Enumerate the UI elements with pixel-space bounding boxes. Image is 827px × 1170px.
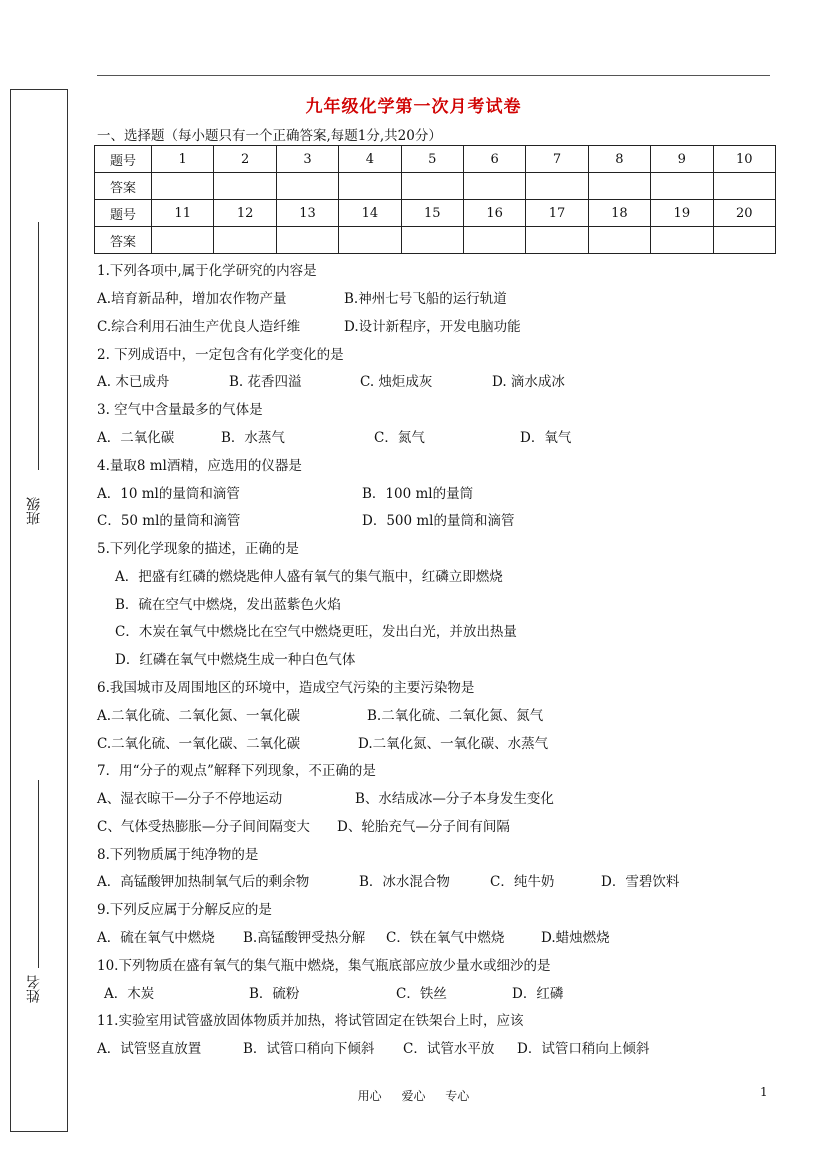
question-11-option-d: D．试管口稍向上倾斜 bbox=[517, 1041, 650, 1057]
answer-cell[interactable] bbox=[276, 227, 338, 254]
question-8-option-d: D．雪碧饮料 bbox=[601, 874, 680, 890]
question-1-option-d: D.设计新程序，开发电脑功能 bbox=[344, 319, 521, 335]
question-7-option-d: D、轮胎充气—分子间有间隔 bbox=[337, 819, 510, 835]
header-rule bbox=[97, 75, 770, 76]
question-number: 1 bbox=[152, 146, 214, 173]
question-5-option-c: C．木炭在氧气中燃烧比在空气中燃烧更旺，发出白光，并放出热量 bbox=[115, 624, 517, 640]
question-10-option-d: D．红磷 bbox=[512, 986, 564, 1002]
question-11-option-c: C．试管水平放 bbox=[403, 1041, 495, 1057]
answer-cell[interactable] bbox=[401, 227, 463, 254]
question-5-option-b: B．硫在空气中燃烧，发出蓝紫色火焰 bbox=[115, 597, 341, 613]
question-6-option-c: C.二氧化硫、一氧化碳、二氧化碳 bbox=[97, 736, 301, 752]
question-5-stem: 5.下列化学现象的描述，正确的是 bbox=[97, 541, 299, 557]
question-9-option-c: C．铁在氧气中燃烧 bbox=[386, 930, 505, 946]
question-number: 5 bbox=[401, 146, 463, 173]
answer-row bbox=[95, 173, 776, 200]
question-3-option-b: B．水蒸气 bbox=[221, 430, 285, 446]
question-1-option-a: A.培育新品种，增加农作物产量 bbox=[97, 291, 287, 307]
answer-cell[interactable] bbox=[588, 173, 650, 200]
question-number: 2 bbox=[214, 146, 276, 173]
answer-cell[interactable] bbox=[152, 227, 214, 254]
question-number: 10 bbox=[713, 146, 775, 173]
question-9-option-b: B.高锰酸钾受热分解 bbox=[243, 930, 366, 946]
question-11-option-a: A．试管竖直放置 bbox=[97, 1041, 202, 1057]
question-4-option-a: A．10 ml的量筒和滴管 bbox=[97, 486, 240, 502]
question-number: 4 bbox=[339, 146, 401, 173]
question-number: 16 bbox=[463, 200, 525, 227]
question-3-stem: 3. 空气中含量最多的气体是 bbox=[97, 402, 263, 418]
question-6-option-a: A.二氧化硫、二氧化氮、一氧化碳 bbox=[97, 708, 301, 724]
answer-cell[interactable] bbox=[526, 227, 588, 254]
question-10-option-a: A．木炭 bbox=[104, 986, 155, 1002]
answer-cell[interactable] bbox=[526, 173, 588, 200]
answer-cell[interactable] bbox=[651, 173, 713, 200]
question-6-stem: 6.我国城市及周围地区的环境中，造成空气污染的主要污染物是 bbox=[97, 680, 475, 696]
question-number: 14 bbox=[339, 200, 401, 227]
answer-cell[interactable] bbox=[713, 173, 775, 200]
question-6-option-d: D.二氧化氮、一氧化碳、水蒸气 bbox=[358, 736, 549, 752]
question-6-option-b: B.二氧化硫、二氧化氮、氮气 bbox=[367, 708, 544, 724]
answer-row bbox=[95, 227, 776, 254]
question-5-option-a: A．把盛有红磷的燃烧匙伸人盛有氧气的集气瓶中，红磷立即燃烧 bbox=[115, 569, 503, 585]
question-number: 6 bbox=[463, 146, 525, 173]
page-title: 九年级化学第一次月考试卷 bbox=[305, 97, 522, 117]
question-1-stem: 1.下列各项中,属于化学研究的内容是 bbox=[97, 263, 317, 279]
class-underline bbox=[38, 222, 39, 470]
answer-cell[interactable] bbox=[276, 173, 338, 200]
question-number: 15 bbox=[401, 200, 463, 227]
question-2-stem: 2. 下列成语中，一定包含有化学变化的是 bbox=[97, 347, 344, 363]
question-8-option-b: B．冰水混合物 bbox=[359, 874, 450, 890]
question-3-option-c: C．氮气 bbox=[374, 430, 425, 446]
question-3-option-d: D．氧气 bbox=[520, 430, 572, 446]
question-9-option-a: A．硫在氧气中燃烧 bbox=[97, 930, 215, 946]
question-number: 13 bbox=[276, 200, 338, 227]
question-9-stem: 9.下列反应属于分解反应的是 bbox=[97, 902, 272, 918]
question-number: 12 bbox=[214, 200, 276, 227]
question-2-option-a: A. 木已成舟 bbox=[97, 374, 170, 390]
answer-label: 答案 bbox=[95, 227, 152, 254]
answer-cell[interactable] bbox=[463, 227, 525, 254]
question-8-stem: 8.下列物质属于纯净物的是 bbox=[97, 847, 259, 863]
name-label: 姓名 bbox=[26, 975, 42, 1003]
question-7-option-b: B、水结成冰—分子本身发生变化 bbox=[355, 791, 554, 807]
question-10-stem: 10.下列物质在盛有氧气的集气瓶中燃烧，集气瓶底部应放少量水或细沙的是 bbox=[97, 958, 551, 974]
question-4-option-b: B．100 ml的量筒 bbox=[362, 486, 474, 502]
answer-cell[interactable] bbox=[214, 227, 276, 254]
question-11-option-b: B．试管口稍向下倾斜 bbox=[243, 1041, 375, 1057]
question-number: 8 bbox=[588, 146, 650, 173]
question-10-option-b: B．硫粉 bbox=[249, 986, 300, 1002]
page-footer: 用心 爱心 专心 bbox=[357, 1089, 470, 1103]
question-7-stem: 7．用“分子的观点”解释下列现象，不正确的是 bbox=[97, 763, 376, 779]
question-5-option-d: D．红磷在氧气中燃烧生成一种白色气体 bbox=[115, 652, 356, 668]
question-number: 18 bbox=[588, 200, 650, 227]
question-number: 20 bbox=[713, 200, 775, 227]
question-number: 3 bbox=[276, 146, 338, 173]
question-3-option-a: A．二氧化碳 bbox=[97, 430, 175, 446]
question-4-stem: 4.量取8 ml酒精，应选用的仪器是 bbox=[97, 458, 302, 474]
row-label: 题号 bbox=[95, 200, 152, 227]
question-number: 19 bbox=[651, 200, 713, 227]
answer-cell[interactable] bbox=[651, 227, 713, 254]
question-4-option-d: D．500 ml的量筒和滴管 bbox=[362, 513, 515, 529]
class-label: 班级 bbox=[26, 497, 42, 525]
question-8-option-c: C．纯牛奶 bbox=[490, 874, 555, 890]
question-8-option-a: A．高锰酸钾加热制氧气后的剩余物 bbox=[97, 874, 310, 890]
question-4-option-c: C．50 ml的量筒和滴管 bbox=[97, 513, 241, 529]
name-underline bbox=[38, 780, 39, 968]
question-number: 17 bbox=[526, 200, 588, 227]
question-9-option-d: D.蜡烛燃烧 bbox=[541, 930, 610, 946]
question-2-option-c: C. 烛炬成灰 bbox=[360, 374, 433, 390]
answer-label: 答案 bbox=[95, 173, 152, 200]
page-number: 1 bbox=[760, 1085, 768, 1099]
question-number-row bbox=[95, 200, 776, 227]
row-label: 题号 bbox=[95, 146, 152, 173]
question-2-option-b: B. 花香四溢 bbox=[229, 374, 302, 390]
answer-cell[interactable] bbox=[214, 173, 276, 200]
section-heading: 一、选择题（每小题只有一个正确答案,每题1分,共20分） bbox=[97, 128, 442, 144]
question-number: 7 bbox=[526, 146, 588, 173]
question-1-option-c: C.综合利用石油生产优良人造纤维 bbox=[97, 319, 301, 335]
question-number-row bbox=[95, 146, 776, 173]
question-2-option-d: D. 滴水成冰 bbox=[492, 374, 565, 390]
answer-cell[interactable] bbox=[152, 173, 214, 200]
question-number: 9 bbox=[651, 146, 713, 173]
answer-cell[interactable] bbox=[339, 173, 401, 200]
question-7-option-a: A、湿衣晾干—分子不停地运动 bbox=[97, 791, 283, 807]
question-11-stem: 11.实验室用试管盛放固体物质并加热，将试管固定在铁架台上时，应该 bbox=[97, 1013, 524, 1029]
question-number: 11 bbox=[152, 200, 214, 227]
answer-cell[interactable] bbox=[463, 173, 525, 200]
answer-cell[interactable] bbox=[401, 173, 463, 200]
answer-cell[interactable] bbox=[339, 227, 401, 254]
answer-cell[interactable] bbox=[588, 227, 650, 254]
answer-grid bbox=[94, 145, 776, 254]
question-7-option-c: C、气体受热膨胀—分子间间隔变大 bbox=[97, 819, 310, 835]
answer-cell[interactable] bbox=[713, 227, 775, 254]
question-1-option-b: B.神州七号飞船的运行轨道 bbox=[344, 291, 507, 307]
question-10-option-c: C．铁丝 bbox=[396, 986, 447, 1002]
